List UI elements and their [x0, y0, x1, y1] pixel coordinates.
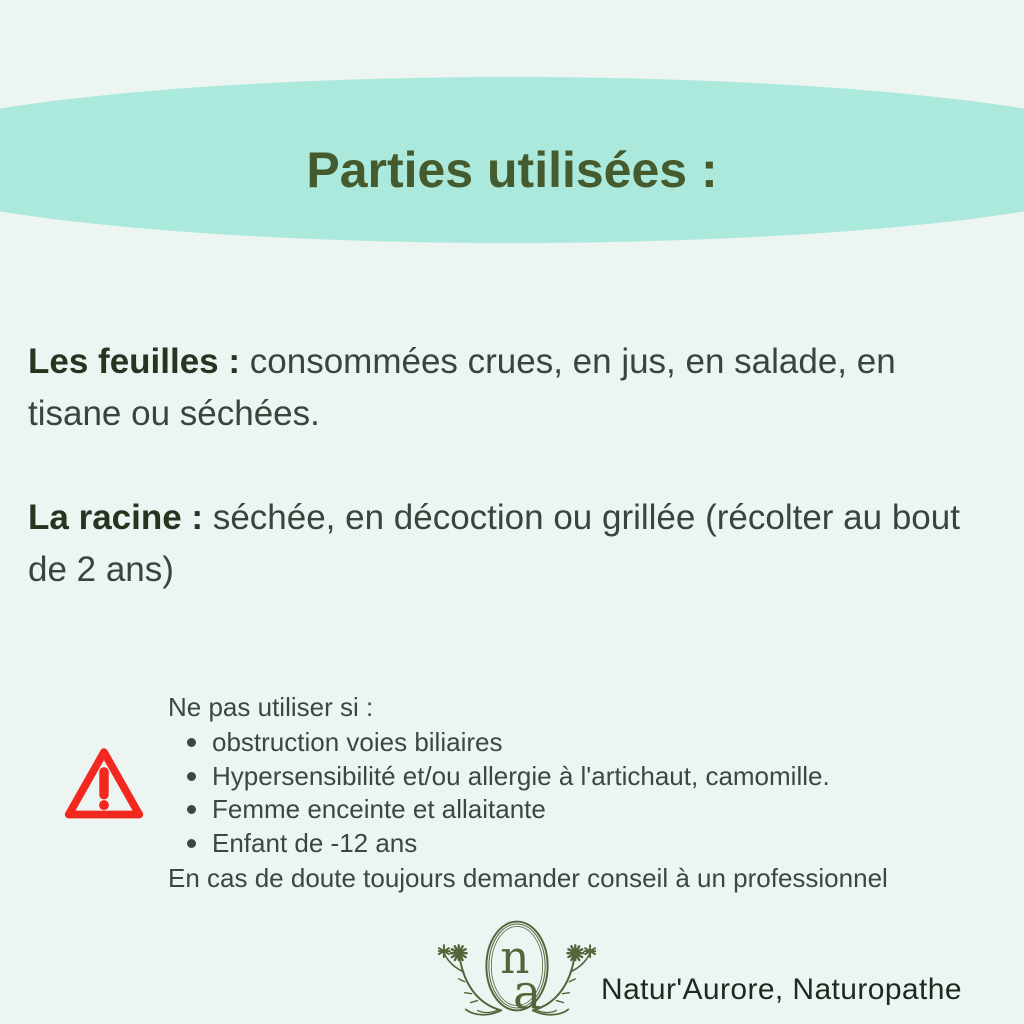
bullet-dot — [187, 772, 196, 781]
bullet-dot — [187, 839, 196, 848]
list-item — [168, 793, 888, 827]
list-item — [168, 726, 888, 760]
paragraph-leaves-label: Les feuilles : — [28, 342, 241, 381]
contraindications-block — [168, 691, 888, 895]
page-title: Parties utilisées : — [306, 142, 718, 198]
paragraph-root-label: La racine : — [28, 498, 204, 537]
list-item — [168, 827, 888, 861]
list-item-text: Hypersensibilité et/ou allergie à l'artichaut, camomille. — [212, 760, 830, 791]
warning-triangle-icon — [63, 744, 145, 826]
logo-monogram-n: n — [500, 930, 530, 984]
list-item-text: Femme enceinte et allaitante — [212, 794, 546, 824]
naturaurore-logo-icon — [438, 910, 596, 1020]
body-content — [28, 336, 986, 648]
paragraph-root-text: séchée, en décoction ou grillée (récolter au bout de 2 ans) — [28, 498, 960, 589]
logo-monogram-a: a — [513, 965, 542, 1020]
brand-signature: Natur'Aurore, Naturopathe — [601, 973, 962, 1006]
paragraph-root — [28, 492, 986, 596]
paragraph-leaves — [28, 336, 986, 440]
bullet-dot — [187, 805, 196, 814]
list-item-text: obstruction voies biliaires — [212, 727, 503, 757]
paragraph-leaves-text: consommées crues, en jus, en salade, en tisane ou séchées. — [28, 342, 896, 433]
bullet-dot — [187, 738, 196, 747]
list-item-text: Enfant de -12 ans — [212, 827, 418, 858]
contraindications-list — [168, 726, 888, 860]
contraindications-footer: En cas de doute toujours demander conseil à un professionnel — [168, 863, 888, 893]
contraindications-intro: Ne pas utiliser si : — [168, 692, 374, 722]
list-item — [168, 760, 888, 794]
